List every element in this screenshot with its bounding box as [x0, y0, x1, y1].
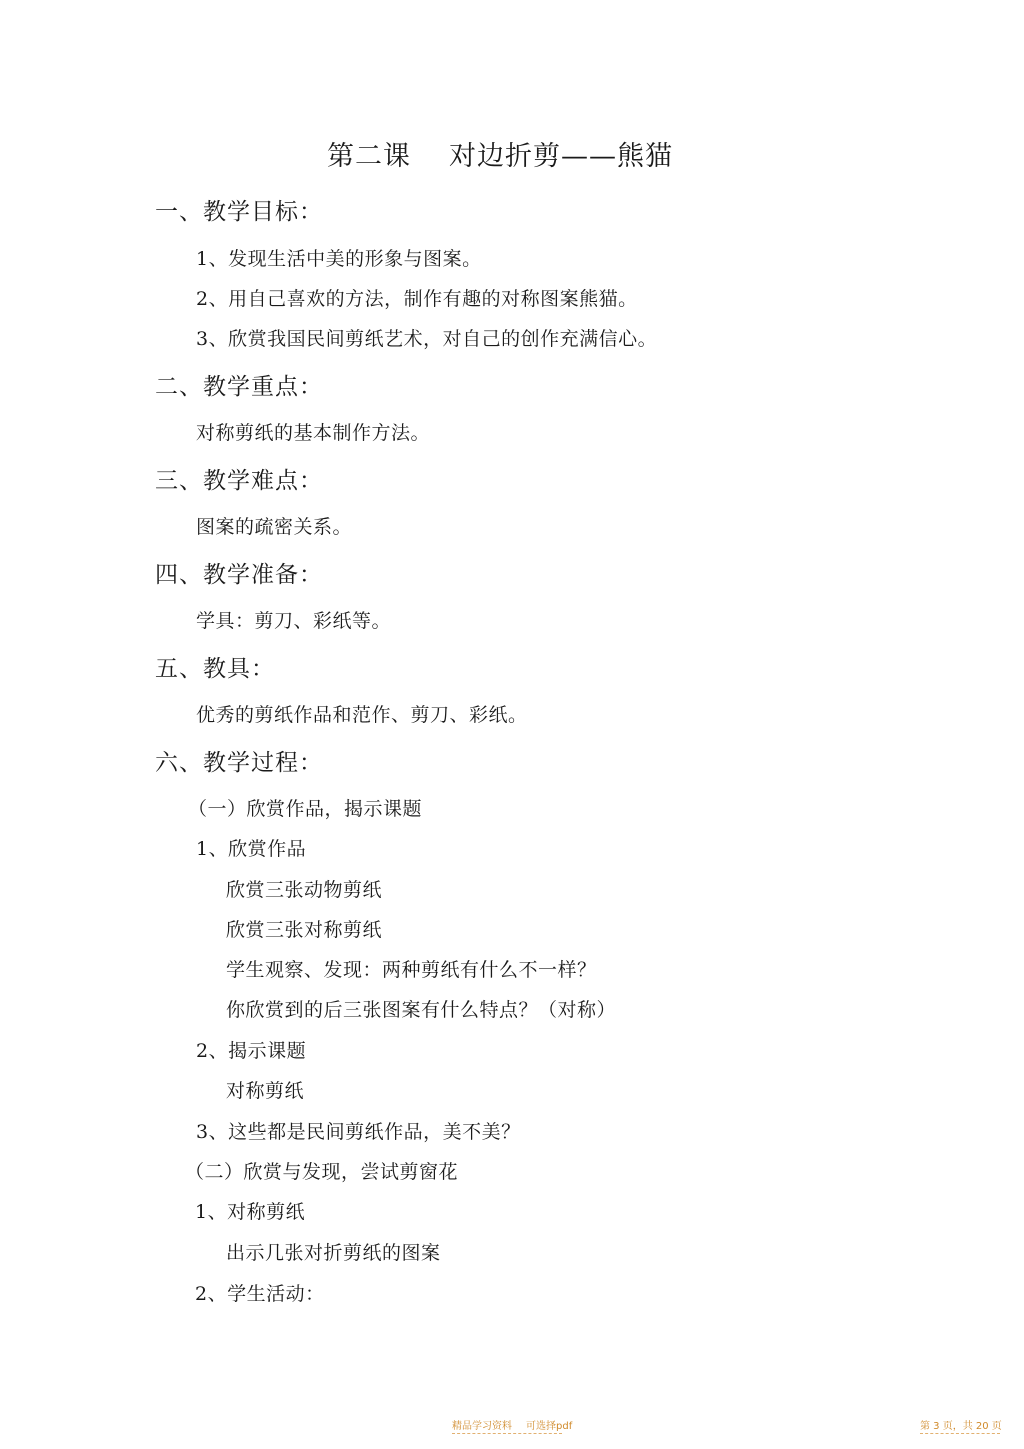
difficulties-text: 图案的疏密关系。: [196, 516, 353, 538]
process-part-heading: （二）欣赏与发现，尝试剪窗花: [185, 1161, 459, 1183]
process-line: 出示几张对折剪纸的图案: [226, 1242, 441, 1264]
process-line: 欣赏三张对称剪纸: [226, 919, 383, 941]
section-heading-process: 六、教学过程：: [155, 750, 323, 776]
process-step: 2、学生活动：: [195, 1283, 325, 1305]
section-heading-objectives: 一、教学目标：: [155, 199, 323, 225]
footer-watermark: [452, 1417, 572, 1432]
process-line: 学生观察、发现：两种剪纸有什么不一样？: [226, 959, 597, 981]
section-heading-preparation: 四、教学准备：: [155, 562, 323, 588]
section-heading-key-points: 二、教学重点：: [155, 374, 323, 400]
page-title: [0, 134, 1000, 173]
footer-divider: [452, 1433, 562, 1434]
footer-watermark-text-a: 精品学习资料: [452, 1421, 512, 1432]
preparation-text: 学具：剪刀、彩纸等。: [196, 610, 392, 632]
process-line: 你欣赏到的后三张图案有什么特点？（对称）: [226, 999, 617, 1021]
footer-divider: [920, 1433, 1000, 1434]
key-points-text: 对称剪纸的基本制作方法。: [196, 422, 431, 444]
process-step: 2、揭示课题: [196, 1040, 307, 1062]
page-number-text: 第 3 页，共 20 页: [920, 1421, 1002, 1432]
teaching-aids-text: 优秀的剪纸作品和范作、剪刀、彩纸。: [196, 704, 528, 726]
footer-page-number: [920, 1417, 1002, 1432]
lesson-number: 第二课: [327, 141, 411, 172]
process-line: 欣赏三张动物剪纸: [226, 879, 383, 901]
process-step: 1、对称剪纸: [195, 1201, 306, 1223]
process-line: 对称剪纸: [226, 1080, 305, 1102]
objective-item: 2、用自己喜欢的方法，制作有趣的对称图案熊猫。: [196, 288, 638, 310]
process-part-heading: （一）欣赏作品，揭示课题: [188, 798, 423, 820]
process-step: 1、欣赏作品: [196, 838, 307, 860]
objective-item: 3、欣赏我国民间剪纸艺术，对自己的创作充满信心。: [196, 328, 658, 350]
section-heading-difficulties: 三、教学难点：: [155, 468, 323, 494]
objective-item: 1、发现生活中美的形象与图案。: [196, 248, 482, 270]
footer-watermark-text-b: 可选择pdf: [526, 1421, 573, 1432]
lesson-topic: 对边折剪——熊猫: [449, 141, 673, 172]
section-heading-teaching-aids: 五、教具：: [155, 656, 275, 682]
process-step: 3、这些都是民间剪纸作品，美不美？: [196, 1121, 521, 1143]
